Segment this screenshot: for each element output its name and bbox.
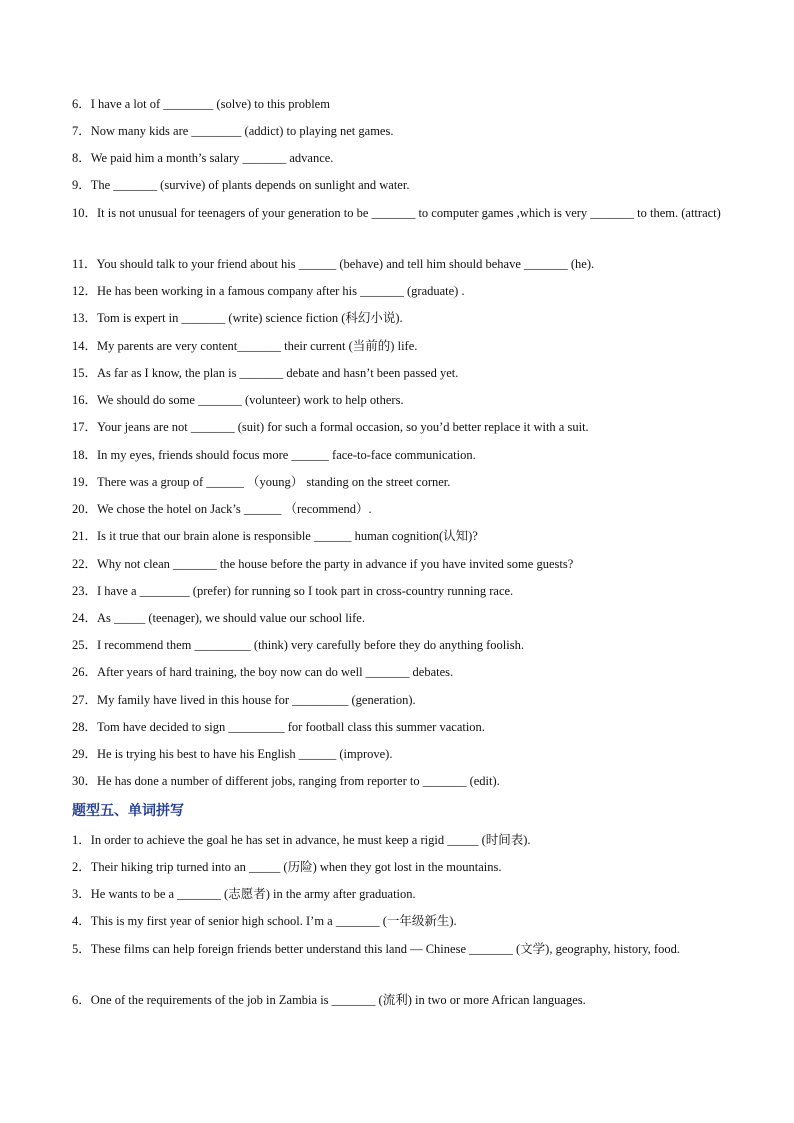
exercise-item: 12．He has been working in a famous company after his _______ (graduate) .: [72, 284, 465, 298]
exercise-item: 22．Why not clean _______ the house before the party in advance if you have invited some guests?: [72, 557, 574, 571]
exercise-item: 28．Tom have decided to sign _________ for football class this summer vacation.: [72, 720, 485, 734]
exercise-item: 15．As far as I know, the plan is _______ debate and hasn’t been passed yet.: [72, 366, 459, 380]
exercise-item: 23．I have a ________ (prefer) for running so I took part in cross-country running race.: [72, 584, 514, 598]
spelling-item: 2．Their hiking trip turned into an _____ (历险) when they got lost in the mountains.: [72, 860, 502, 874]
exercise-item: 14．My parents are very content_______ their current (当前的) life.: [72, 339, 418, 353]
exercise-item: 18．In my eyes, friends should focus more ______ face-to-face communication.: [72, 448, 476, 462]
spelling-item: 3．He wants to be a _______ (志愿者) in the army after graduation.: [72, 887, 416, 901]
exercise-item: 17．Your jeans are not _______ (suit) for such a formal occasion, so you’d better replace it with a suit.: [72, 420, 589, 434]
exercise-item: 11．You should talk to your friend about his ______ (behave) and tell him should behave _______ (he).: [72, 257, 595, 271]
exercise-item: 16．We should do some _______ (volunteer) work to help others.: [72, 393, 404, 407]
exercise-item: 30．He has done a number of different jobs, ranging from reporter to _______ (edit).: [72, 774, 500, 788]
exercise-item: 20．We chose the hotel on Jack’s ______ （recommend）.: [72, 502, 372, 516]
exercise-item: 19．There was a group of ______ （young） standing on the street corner.: [72, 475, 451, 489]
exercise-item: 6．I have a lot of ________ (solve) to this problem: [72, 97, 330, 111]
exercise-item: 8．We paid him a month’s salary _______ advance.: [72, 151, 334, 165]
exercise-item: 21．Is it true that our brain alone is responsible ______ human cognition(认知)?: [72, 529, 478, 543]
exercise-item: 7．Now many kids are ________ (addict) to playing net games.: [72, 124, 394, 138]
exercise-item: 26．After years of hard training, the boy now can do well _______ debates.: [72, 665, 454, 679]
exercise-item: 24．As _____ (teenager), we should value our school life.: [72, 611, 365, 625]
spelling-item: 4．This is my first year of senior high school. I’m a _______ (一年级新生).: [72, 914, 457, 928]
spelling-item: 5．These films can help foreign friends better understand this land — Chinese _______ (文学), geography, history, food.: [72, 942, 680, 956]
exercise-item: 13．Tom is expert in _______ (write) science fiction (科幻小说).: [72, 311, 403, 325]
exercise-item: 27．My family have lived in this house for _________ (generation).: [72, 693, 416, 707]
spelling-item: 6．One of the requirements of the job in Zambia is _______ (流利) in two or more African languages.: [72, 993, 586, 1007]
exercise-item: 9．The _______ (survive) of plants depends on sunlight and water.: [72, 178, 410, 192]
exercise-item: 29．He is trying his best to have his English ______ (improve).: [72, 747, 393, 761]
exercise-item: 10．It is not unusual for teenagers of your generation to be _______ to computer games ,which is very _______ to them. (attract): [72, 206, 721, 220]
section-heading: 题型五、单词拼写: [72, 803, 184, 819]
exercise-item: 25．I recommend them _________ (think) very carefully before they do anything foolish.: [72, 638, 524, 652]
spelling-item: 1．In order to achieve the goal he has set in advance, he must keep a rigid _____ (时间表).: [72, 833, 531, 847]
